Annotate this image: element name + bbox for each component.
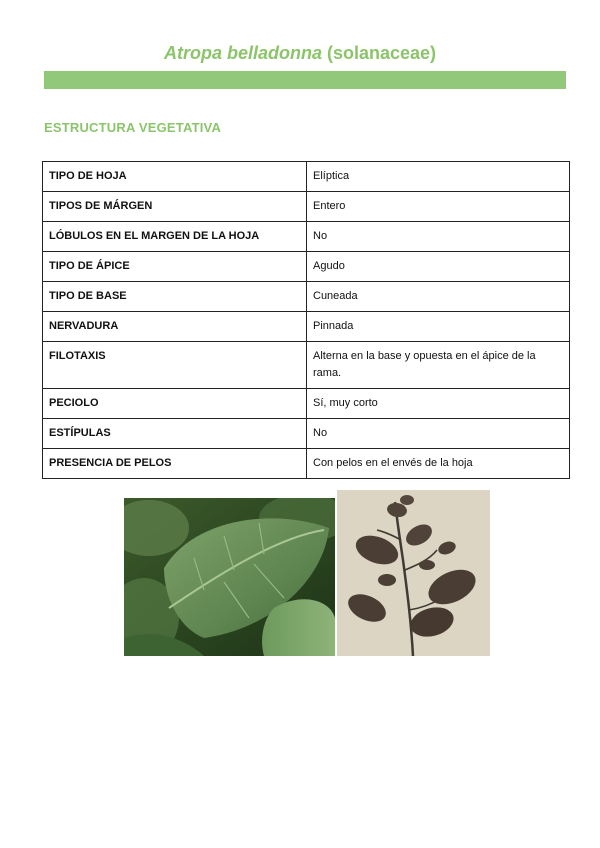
leaf-photo [124, 498, 335, 656]
table-row [43, 192, 570, 222]
table-row [43, 312, 570, 342]
property-value: Elíptica [307, 162, 570, 192]
page-title [0, 43, 600, 64]
property-value: No [307, 419, 570, 449]
property-label: TIPOS DE MÁRGEN [43, 192, 307, 222]
table-row [43, 252, 570, 282]
table-row [43, 162, 570, 192]
property-label: ESTÍPULAS [43, 419, 307, 449]
property-label: FILOTAXIS [43, 342, 307, 389]
table-row [43, 449, 570, 479]
table-row [43, 342, 570, 389]
property-label: TIPO DE ÁPICE [43, 252, 307, 282]
property-value: Pinnada [307, 312, 570, 342]
property-label: PECIOLO [43, 389, 307, 419]
property-label: NERVADURA [43, 312, 307, 342]
table-row [43, 389, 570, 419]
property-value: Sí, muy corto [307, 389, 570, 419]
table-row [43, 222, 570, 252]
properties-table [42, 161, 570, 479]
herbarium-photo [337, 490, 490, 656]
property-label: TIPO DE BASE [43, 282, 307, 312]
family-name: (solanaceae) [326, 43, 437, 63]
property-label: TIPO DE HOJA [43, 162, 307, 192]
property-value: Entero [307, 192, 570, 222]
property-value: Agudo [307, 252, 570, 282]
property-value: No [307, 222, 570, 252]
species-name: Atropa belladonna [163, 43, 322, 63]
section-heading: ESTRUCTURA VEGETATIVA [44, 120, 222, 135]
property-value: Cuneada [307, 282, 570, 312]
title-underline-bar [44, 71, 566, 89]
property-value: Con pelos en el envés de la hoja [307, 449, 570, 479]
table-row [43, 419, 570, 449]
table-row [43, 282, 570, 312]
property-label: LÓBULOS EN EL MARGEN DE LA HOJA [43, 222, 307, 252]
property-value: Alterna en la base y opuesta en el ápice de la rama. [307, 342, 570, 389]
property-label: PRESENCIA DE PELOS [43, 449, 307, 479]
